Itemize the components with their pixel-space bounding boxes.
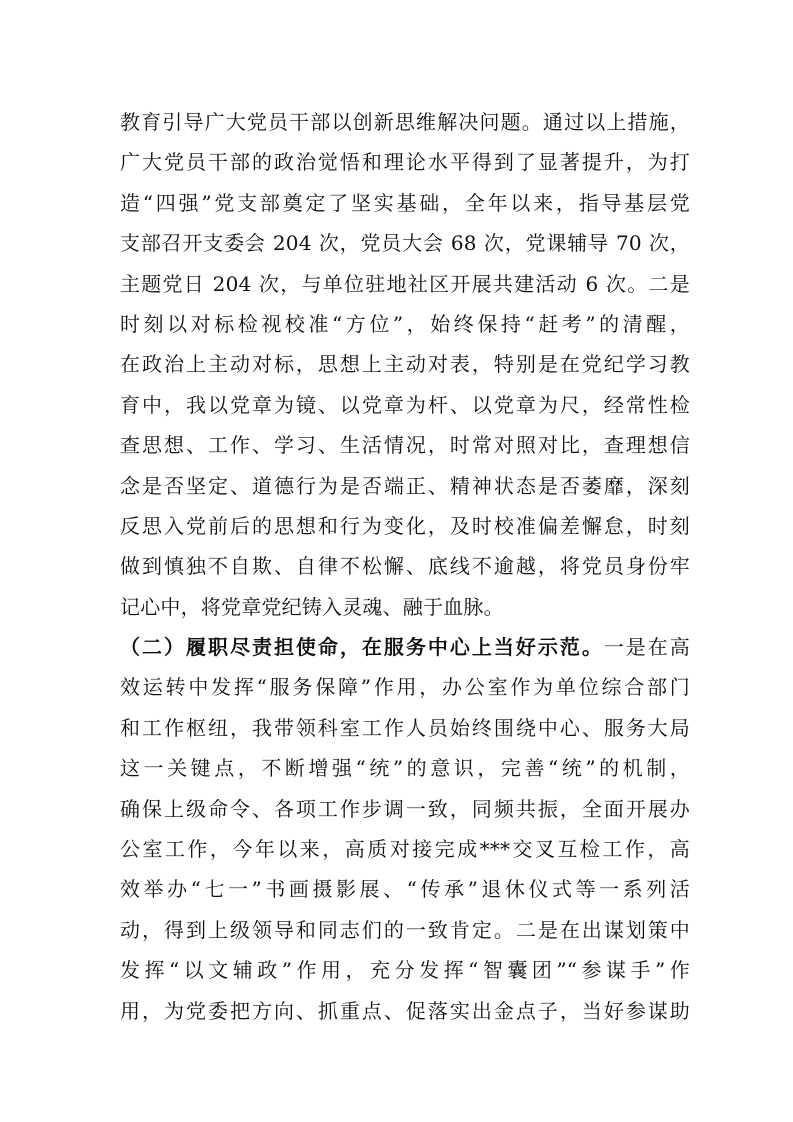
text-line: 发挥“以文辅政”作用，充分发挥“智囊团”“参谋手”作 (120, 958, 690, 983)
text-line: 公室工作，今年以来，高质对接完成***交叉互检工作，高 (120, 837, 690, 862)
text-line: 时刻以对标检视校准“方位”，始终保持“赶考”的清醒， (120, 311, 690, 336)
heading-continuation: 一是在高 (603, 635, 690, 660)
text-line: 效举办“七一”书画摄影展、“传承”退休仪式等一系列活 (120, 877, 690, 902)
text-line: 这一关键点，不断增强“统”的意识，完善“统”的机制， (120, 756, 690, 781)
text-line: 和工作枢纽，我带领科室工作人员始终围绕中心、服务大局 (120, 715, 690, 740)
text-line: 动，得到上级领导和同志们的一致肯定。二是在出谋划策中 (120, 917, 690, 942)
text-line: 在政治上主动对标，思想上主动对表，特别是在党纪学习教 (120, 352, 690, 377)
text-line: 主题党日 204 次，与单位驻地社区开展共建活动 6 次。二是 (120, 271, 690, 296)
text-line: 用，为党委把方向、抓重点、促落实出金点子，当好参谋助 (120, 998, 690, 1023)
text-line: 育中，我以党章为镜、以党章为杆、以党章为尺，经常性检 (120, 392, 690, 417)
text-line: 查思想、工作、学习、生活情况，时常对照对比，查理想信 (120, 433, 690, 458)
section-heading: （二）履职尽责担使命，在服务中心上当好示范。 (120, 635, 604, 660)
text-line: 教育引导广大党员干部以创新思维解决问题。通过以上措施， (120, 110, 690, 134)
text-line: 广大党员干部的政治觉悟和理论水平得到了显著提升，为打 (120, 150, 690, 175)
text-line: 念是否坚定、道德行为是否端正、精神状态是否萎靡，深刻 (120, 473, 690, 498)
text-line: 反思入党前后的思想和行为变化，及时校准偏差懈怠，时刻 (120, 513, 690, 538)
text-line: 效运转中发挥“服务保障”作用，办公室作为单位综合部门 (120, 675, 690, 700)
text-line: 记心中，将党章党纪铸入灵魂、融于血脉。 (120, 594, 504, 619)
text-line: 做到慎独不自欺、自律不松懈、底线不逾越，将党员身份牢 (120, 554, 690, 579)
text-line: 确保上级命令、各项工作步调一致，同频共振，全面开展办 (120, 796, 690, 821)
text-line: 造“四强”党支部奠定了坚实基础，全年以来，指导基层党 (120, 190, 690, 215)
body-text (120, 102, 690, 1031)
section-heading-line (120, 627, 690, 667)
text-line: 支部召开支委会 204 次，党员大会 68 次，党课辅导 70 次， (120, 231, 690, 256)
